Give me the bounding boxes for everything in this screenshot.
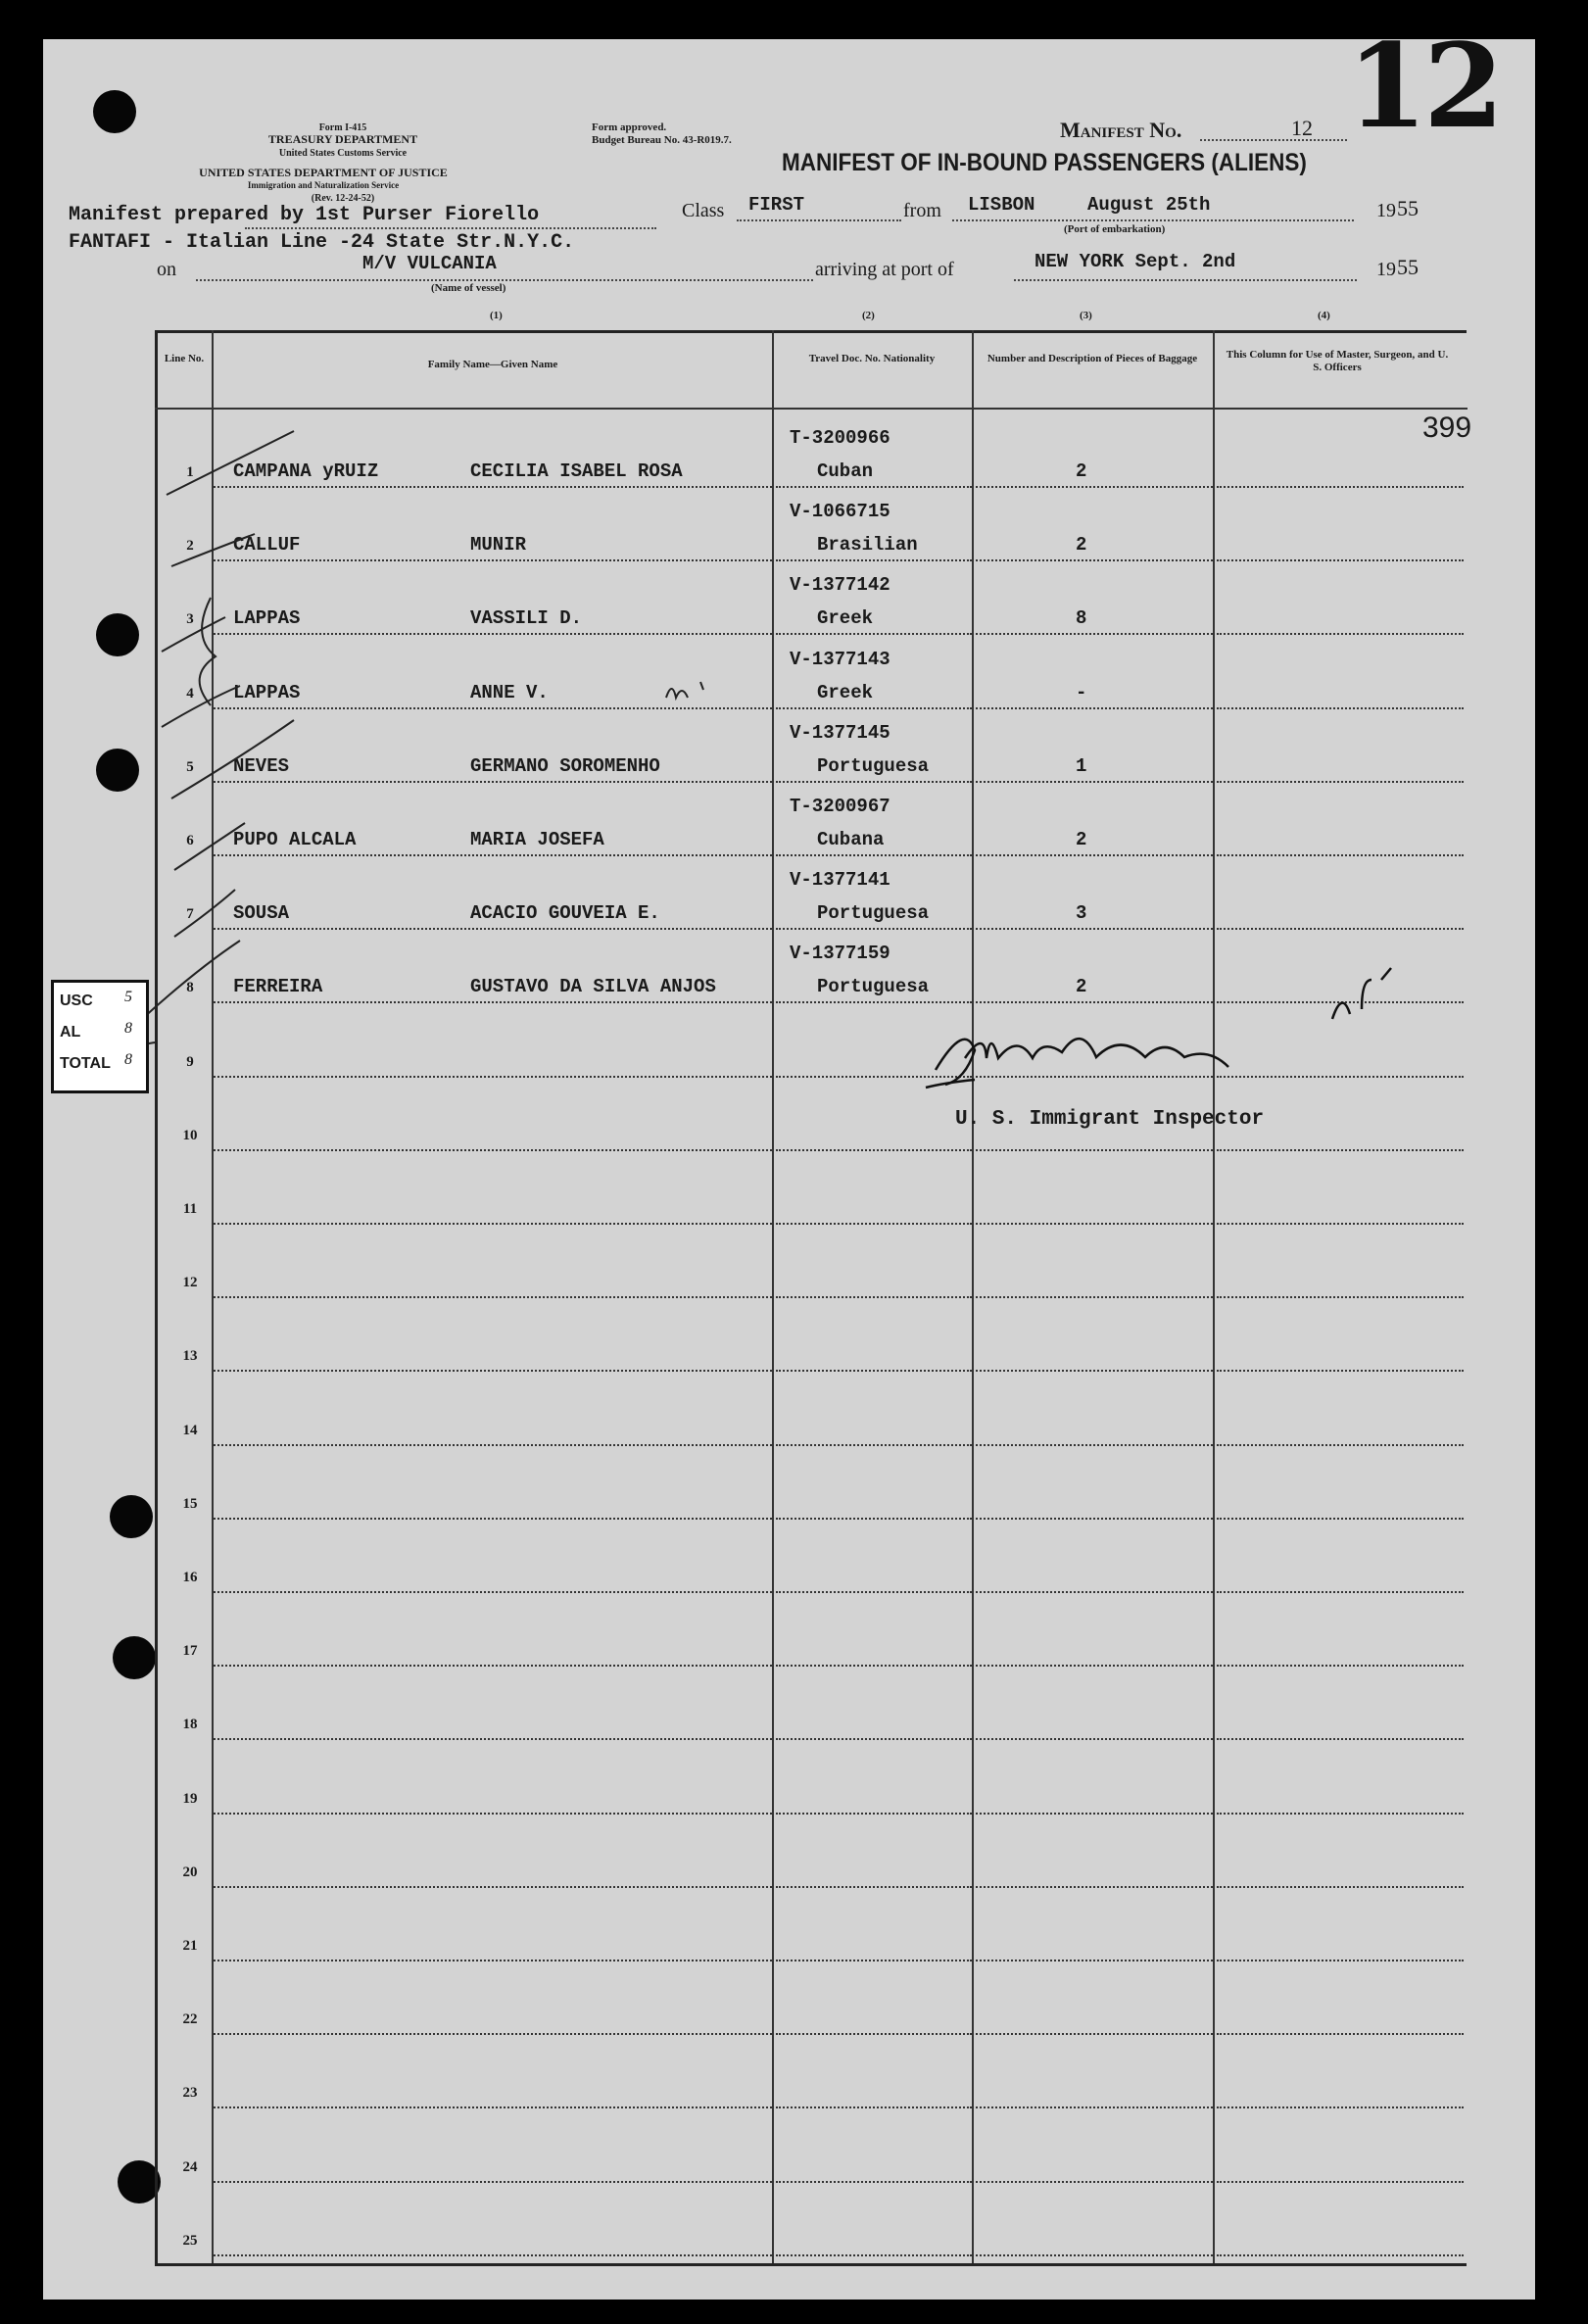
row-line (976, 2254, 1213, 2256)
tally-al-label: AL (60, 1024, 81, 1041)
prepared-by-agent: FANTAFI - Italian Line -24 State Str.N.Y.C. (69, 231, 575, 254)
row-line (214, 928, 772, 930)
line-number: 2 (186, 538, 194, 555)
row-line (976, 1001, 1213, 1003)
treasury-label: TREASURY DEPARTMENT (267, 132, 418, 146)
nationality: Portuguesa (817, 902, 930, 925)
row-line (214, 1370, 772, 1372)
row-line (214, 1076, 772, 1078)
row-line (1217, 1149, 1464, 1151)
row-line (1217, 2254, 1464, 2256)
passenger-family-name: LAPPAS (233, 681, 301, 703)
line-number: 18 (182, 1717, 198, 1733)
line-number: 5 (186, 758, 194, 775)
baggage-count: 2 (1076, 460, 1087, 482)
row-line (214, 707, 772, 709)
col-num-2: (2) (862, 310, 875, 321)
baggage-count: 8 (1076, 607, 1087, 630)
class-line (737, 219, 901, 221)
line-number: 10 (182, 1127, 198, 1143)
row-line (214, 2254, 772, 2256)
line-number: 11 (182, 1201, 198, 1217)
baggage-count: 2 (1076, 976, 1087, 998)
row-line (776, 854, 972, 856)
inspector-label: U. S. Immigrant Inspector (955, 1108, 1265, 1131)
row-line (776, 633, 972, 635)
baggage-count: 2 (1076, 829, 1087, 850)
passenger-family-name: SOUSA (233, 902, 290, 925)
year-value: 55 (1397, 196, 1419, 220)
row-line (214, 2033, 772, 2035)
row-line (776, 1001, 972, 1003)
row-line (776, 1223, 972, 1225)
baggage-count: 3 (1076, 902, 1087, 925)
line-number: 4 (186, 685, 194, 702)
travel-doc-number: V-1066715 (790, 501, 890, 523)
row-line (1217, 1591, 1464, 1593)
arriving-line (1014, 279, 1357, 281)
row-line (976, 633, 1213, 635)
nationality: Portuguesa (817, 976, 930, 998)
row-line (976, 1738, 1213, 1740)
line-number: 9 (186, 1053, 194, 1070)
passenger-given-name: ACACIO GOUVEIA E. (470, 902, 660, 925)
rev-label: (Rev. 12-24-52) (311, 193, 375, 204)
nationality: Cubana (817, 829, 885, 850)
page-number: 12 (1347, 18, 1501, 154)
header-divider (155, 408, 1468, 410)
form-id: Form I-415 (318, 122, 367, 133)
row-line (776, 707, 972, 709)
line-number: 6 (186, 833, 194, 848)
line-number: 1 (186, 464, 194, 480)
hdr-name: Family Name—Given Name (427, 359, 558, 370)
passenger-family-name: NEVES (233, 754, 290, 777)
from-label: from (903, 200, 941, 221)
nationality: Brasilian (817, 534, 918, 557)
line-number: 25 (182, 2232, 198, 2249)
row-line (214, 633, 772, 635)
line-number: 17 (182, 1643, 198, 1660)
row-line (214, 1444, 772, 1446)
hdr-travel-doc: Travel Doc. No. Nationality (808, 353, 936, 364)
row-line (1217, 1076, 1464, 1078)
col-num-3: (3) (1080, 310, 1092, 321)
row-line (214, 781, 772, 783)
customs-label: United States Customs Service (278, 148, 408, 159)
row-line (976, 2181, 1213, 2183)
row-line (214, 486, 772, 488)
row-line (214, 1296, 772, 1298)
arriving-value: NEW YORK Sept. 2nd (1035, 251, 1236, 272)
vessel-caption: (Name of vessel) (431, 282, 506, 294)
ins-label: Immigration and Naturalization Service (247, 180, 400, 190)
row-line (976, 2106, 1213, 2108)
vessel-line (196, 279, 813, 281)
row-line (214, 2181, 772, 2183)
prepared-by-line (245, 227, 656, 229)
row-line (776, 2254, 972, 2256)
row-line (1217, 1444, 1464, 1446)
row-line (976, 1886, 1213, 1888)
nationality: Greek (817, 681, 874, 703)
row-line (214, 1591, 772, 1593)
row-line (776, 1444, 972, 1446)
row-line (776, 559, 972, 561)
line-number: 21 (182, 1938, 198, 1954)
class-label: Class (682, 200, 725, 221)
travel-doc-number: T-3200967 (790, 796, 890, 817)
passenger-given-name: ANNE V. (470, 681, 549, 703)
line-number: 12 (182, 1275, 198, 1291)
col-divider (1213, 330, 1215, 2263)
embark-caption: (Port of embarkation) (1064, 223, 1166, 235)
punch-hole (96, 613, 139, 656)
row-line (214, 1813, 772, 1815)
row-line (976, 707, 1213, 709)
line-number: 24 (182, 2158, 198, 2175)
row-line (776, 1813, 972, 1815)
passenger-family-name: CAMPANA yRUIZ (233, 460, 379, 482)
row-line (1217, 1813, 1464, 1815)
travel-doc-number: V-1377159 (790, 943, 890, 965)
passenger-family-name: FERREIRA (233, 976, 323, 998)
row-line (776, 1149, 972, 1151)
travel-doc-number: V-1377143 (790, 648, 890, 670)
row-line (976, 1591, 1213, 1593)
class-value: FIRST (748, 194, 805, 216)
year2-prefix: 19 (1376, 259, 1396, 280)
row-line (214, 1665, 772, 1667)
row-line (1217, 633, 1464, 635)
manifest-no-value: 12 (1291, 116, 1313, 140)
row-line (214, 559, 772, 561)
row-line (776, 1370, 972, 1372)
row-line (214, 1960, 772, 1961)
tally-row-usc (60, 989, 132, 1010)
row-line (214, 1001, 772, 1003)
row-line (776, 1665, 972, 1667)
on-label: on (157, 259, 176, 280)
row-line (976, 1076, 1213, 1078)
row-line (776, 1076, 972, 1078)
justice-label: UNITED STATES DEPARTMENT OF JUSTICE (199, 166, 448, 179)
row-line (776, 486, 972, 488)
travel-doc-number: T-3200966 (790, 427, 890, 449)
row-line (1217, 854, 1464, 856)
baggage-count: 1 (1076, 754, 1087, 777)
line-number: 3 (186, 611, 194, 628)
col-num-4: (4) (1318, 310, 1330, 321)
row-line (976, 1665, 1213, 1667)
manifest-no-label: Manifest No. (1060, 118, 1182, 142)
passenger-given-name: MUNIR (470, 534, 527, 557)
col-divider (772, 330, 774, 2263)
annotation-399: 399 (1422, 412, 1472, 444)
row-line (976, 2033, 1213, 2035)
row-line (1217, 1370, 1464, 1372)
punch-hole (96, 749, 139, 792)
passenger-given-name: GUSTAVO DA SILVA ANJOS (470, 976, 716, 998)
row-line (1217, 1886, 1464, 1888)
line-number: 19 (182, 1790, 198, 1807)
row-line (776, 2181, 972, 2183)
baggage-count: 2 (1076, 534, 1087, 557)
tally-row-al (60, 1020, 132, 1041)
row-line (976, 486, 1213, 488)
line-number: 20 (182, 1864, 198, 1880)
row-line (1217, 2033, 1464, 2035)
row-line (214, 1886, 772, 1888)
row-line (776, 1296, 972, 1298)
line-number: 7 (186, 906, 194, 923)
row-line (776, 1886, 972, 1888)
row-line (214, 1223, 772, 1225)
passenger-given-name: GERMANO SOROMENHO (470, 754, 660, 777)
travel-doc-number: V-1377141 (790, 869, 890, 892)
row-line (1217, 1960, 1464, 1961)
line-number: 22 (182, 2011, 198, 2028)
row-line (976, 1370, 1213, 1372)
nationality: Greek (817, 607, 874, 630)
baggage-count: - (1076, 681, 1087, 703)
form-approved: Form approved. (592, 121, 667, 133)
nationality: Portuguesa (817, 754, 930, 777)
row-line (1217, 707, 1464, 709)
prepared-by: Manifest prepared by 1st Purser Fiorello (69, 204, 540, 226)
row-line (776, 928, 972, 930)
punch-hole (110, 1495, 153, 1538)
row-line (1217, 1001, 1464, 1003)
col-divider (972, 330, 974, 2263)
row-line (776, 1591, 972, 1593)
line-number: 16 (182, 1570, 198, 1585)
line-number: 14 (182, 1422, 198, 1438)
row-line (976, 1223, 1213, 1225)
hdr-officers: This Column for Use of Master, Surgeon, and U. S. Officers (1226, 349, 1449, 373)
passenger-given-name: CECILIA ISABEL ROSA (470, 460, 683, 482)
row-line (1217, 559, 1464, 561)
arriving-label: arriving at port of (815, 259, 954, 280)
passenger-family-name: LAPPAS (233, 607, 301, 630)
row-line (776, 781, 972, 783)
tally-total-label: TOTAL (60, 1055, 111, 1072)
row-line (976, 1444, 1213, 1446)
row-line (976, 1518, 1213, 1520)
tally-usc-label: USC (60, 993, 93, 1009)
line-number: 15 (182, 1495, 198, 1512)
manifest-title: MANIFEST OF IN-BOUND PASSENGERS (ALIENS) (782, 149, 1307, 176)
row-line (1217, 486, 1464, 488)
row-line (976, 928, 1213, 930)
row-line (1217, 1665, 1464, 1667)
from-line (952, 219, 1354, 221)
tally-row-total (60, 1051, 132, 1073)
line-number: 13 (182, 1348, 198, 1365)
row-line (1217, 1518, 1464, 1520)
row-line (1217, 928, 1464, 930)
row-line (1217, 2106, 1464, 2108)
col-num-1: (1) (490, 310, 503, 321)
row-line (214, 1518, 772, 1520)
embark-date: August 25th (1087, 194, 1211, 216)
punch-hole (93, 90, 136, 133)
passenger-given-name: VASSILI D. (470, 607, 583, 630)
travel-doc-number: V-1377145 (790, 721, 890, 744)
row-line (976, 1296, 1213, 1298)
passenger-given-name: MARIA JOSEFA (470, 829, 604, 850)
manifest-no-line (1200, 139, 1347, 141)
row-line (976, 781, 1213, 783)
line-number: 23 (182, 2085, 198, 2102)
row-line (776, 1518, 972, 1520)
tally-total-value: 8 (124, 1051, 132, 1068)
tally-stamp (51, 980, 149, 1093)
vessel-name: M/V VULCANIA (362, 253, 497, 274)
row-line (1217, 2181, 1464, 2183)
hdr-baggage: Number and Description of Pieces of Baggage (986, 353, 1198, 364)
punch-hole (113, 1636, 156, 1679)
line-number: 8 (186, 980, 194, 996)
row-line (214, 1149, 772, 1151)
row-line (776, 2033, 972, 2035)
row-line (976, 1960, 1213, 1961)
tally-usc-value: 5 (124, 989, 132, 1005)
row-line (1217, 1296, 1464, 1298)
row-line (1217, 781, 1464, 783)
row-line (976, 854, 1213, 856)
row-line (776, 1960, 972, 1961)
row-line (976, 559, 1213, 561)
year-prefix: 19 (1376, 200, 1396, 221)
passenger-family-name: PUPO ALCALA (233, 829, 357, 850)
row-line (1217, 1223, 1464, 1225)
row-line (214, 854, 772, 856)
row-line (1217, 1738, 1464, 1740)
year2-value: 55 (1397, 255, 1419, 279)
row-line (214, 1738, 772, 1740)
passenger-family-name: CALLUF (233, 534, 301, 557)
row-line (976, 1813, 1213, 1815)
nationality: Cuban (817, 460, 874, 482)
row-line (976, 1149, 1213, 1151)
row-line (776, 1738, 972, 1740)
budget-bureau: Budget Bureau No. 43-R019.7. (592, 134, 732, 146)
row-line (214, 2106, 772, 2108)
hdr-line-no: Line No. (164, 353, 205, 364)
travel-doc-number: V-1377142 (790, 574, 890, 597)
from-value: LISBON (968, 194, 1035, 216)
row-line (776, 2106, 972, 2108)
tally-al-value: 8 (124, 1020, 132, 1037)
